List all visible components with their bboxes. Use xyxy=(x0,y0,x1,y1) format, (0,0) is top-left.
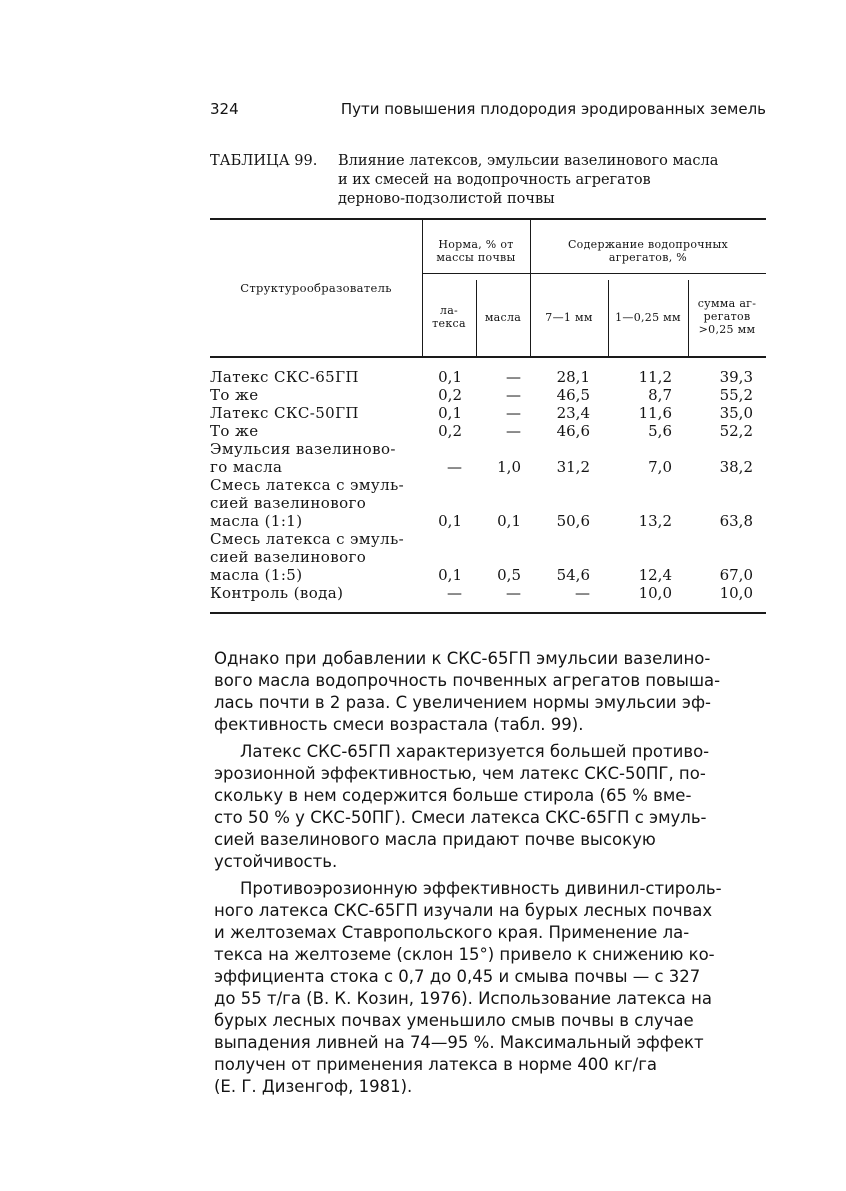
text-line: и желтоземах Ставропольского края. Применение ла- xyxy=(214,923,690,942)
cell-oil: — xyxy=(506,386,521,404)
table-row xyxy=(210,422,766,440)
cell-oil: — xyxy=(506,584,521,602)
cell-c71: 46,6 xyxy=(556,422,590,440)
table-bottom-rule xyxy=(210,612,766,614)
cell-c1025: 11,2 xyxy=(638,368,672,386)
paragraph xyxy=(214,741,770,873)
paragraph xyxy=(214,878,770,1098)
row-name-line: То же xyxy=(210,422,259,440)
row-name-line: Смесь латекса с эмуль- xyxy=(210,476,405,494)
text-line: Латекс СКС-65ГП характеризуется большей противо- xyxy=(240,742,710,761)
page-number: 324 xyxy=(210,100,239,118)
text-line: получен от применения латекса в норме 400 кг/га xyxy=(214,1055,657,1074)
col-header-content-group: Содержание водопрочных агрегатов, % xyxy=(567,238,729,264)
cell-c1025: 8,7 xyxy=(648,386,672,404)
cell-oil: 1,0 xyxy=(497,458,521,476)
cell-c71: 31,2 xyxy=(556,458,590,476)
text-line: эрозионной эффективностью, чем латекс СКС-50ПГ, по- xyxy=(214,764,706,783)
row-name-line: Латекс СКС-65ГП xyxy=(210,368,359,386)
row-name-line: масла (1:5) xyxy=(210,566,303,584)
text-line: выпадения ливней на 74—95 %. Максимальный эффект xyxy=(214,1033,704,1052)
cell-c71: 50,6 xyxy=(556,512,590,530)
table-row xyxy=(210,584,766,602)
text-line: Однако при добавлении к СКС-65ГП эмульсии вазелино- xyxy=(214,649,711,668)
table-row xyxy=(210,530,766,584)
cell-c1025: 5,6 xyxy=(648,422,672,440)
text-line: сто 50 % у СКС-50ПГ). Смеси латекса СКС-65ГП с эмуль- xyxy=(214,808,707,827)
cell-sum: 39,3 xyxy=(719,368,753,386)
text-line: фективность смеси возрастала (табл. 99). xyxy=(214,715,584,734)
table-header xyxy=(210,218,766,358)
text-line: бурых лесных почвах уменьшило смыв почвы в случае xyxy=(214,1011,694,1030)
cell-c71: — xyxy=(575,584,590,602)
row-name-line: То же xyxy=(210,386,259,404)
table-row xyxy=(210,404,766,422)
cell-oil: — xyxy=(506,422,521,440)
row-name-line: масла (1:1) xyxy=(210,512,303,530)
cell-sum: 55,2 xyxy=(719,386,753,404)
text-line: текса на желтоземе (склон 15°) привело к снижению ко- xyxy=(214,945,715,964)
table-row xyxy=(210,476,766,530)
table-row xyxy=(210,440,766,476)
cell-sum: 38,2 xyxy=(719,458,753,476)
text-line: эффициента стока с 0,7 до 0,45 и смыва почвы — с 327 xyxy=(214,967,701,986)
cell-c71: 46,5 xyxy=(556,386,590,404)
col-header-latex: ла- текса xyxy=(432,304,466,330)
caption-line: дерново-подзолистой почвы xyxy=(338,191,555,207)
caption-line: и их смесей на водопрочность агрегатов xyxy=(338,172,651,188)
text-line: до 55 т/га (В. К. Козин, 1976). Использование латекса на xyxy=(214,989,713,1008)
col-header-1-025mm: 1—0,25 мм xyxy=(615,311,681,324)
cell-sum: 10,0 xyxy=(719,584,753,602)
cell-sum: 63,8 xyxy=(719,512,753,530)
text-line: вого масла водопрочность почвенных агрегатов повыша- xyxy=(214,671,721,690)
caption-line: Влияние латексов, эмульсии вазелинового масла xyxy=(338,153,719,169)
cell-c1025: 11,6 xyxy=(638,404,672,422)
row-name-line: Смесь латекса с эмуль- xyxy=(210,530,405,548)
text-line: ного латекса СКС-65ГП изучали на бурых лесных почвах xyxy=(214,901,713,920)
cell-oil: 0,5 xyxy=(497,566,521,584)
text-line: Противоэрозионную эффективность дивинил-стироль- xyxy=(240,879,722,898)
text-line: (Е. Г. Дизенгоф, 1981). xyxy=(214,1077,413,1096)
text-line: лась почти в 2 раза. С увеличением нормы эмульсии эф- xyxy=(214,693,712,712)
cell-oil: — xyxy=(506,368,521,386)
table-label: ТАБЛИЦА 99. xyxy=(210,153,318,169)
cell-c1025: 7,0 xyxy=(648,458,672,476)
col-header-oil: масла xyxy=(484,311,522,324)
col-header-sum: сумма аг- регатов >0,25 мм xyxy=(697,297,757,336)
running-head-title: Пути повышения плодородия эродированных земель xyxy=(340,100,766,118)
cell-oil: — xyxy=(506,404,521,422)
cell-latex: — xyxy=(447,584,462,602)
row-name-line: сией вазелинового xyxy=(210,548,367,566)
table-row xyxy=(210,368,766,386)
cell-c71: 54,6 xyxy=(556,566,590,584)
cell-sum: 67,0 xyxy=(719,566,753,584)
table-row xyxy=(210,386,766,404)
row-name-line: сией вазелинового xyxy=(210,494,367,512)
cell-c71: 28,1 xyxy=(556,368,590,386)
row-name-line: Латекс СКС-50ГП xyxy=(210,404,359,422)
running-head xyxy=(210,100,766,122)
cell-c1025: 10,0 xyxy=(638,584,672,602)
paragraph xyxy=(214,648,770,736)
col-header-7-1mm: 7—1 мм xyxy=(545,311,593,324)
cell-sum: 52,2 xyxy=(719,422,753,440)
text-line: сией вазелинового масла придают почве высокую xyxy=(214,830,656,849)
cell-latex: 0,1 xyxy=(438,368,462,386)
row-name-line: Контроль (вода) xyxy=(210,584,344,602)
text-line: устойчивость. xyxy=(214,852,338,871)
cell-c1025: 13,2 xyxy=(638,512,672,530)
row-name-line: Эмульсия вазелиново- xyxy=(210,440,396,458)
cell-latex: — xyxy=(447,458,462,476)
col-header-structure-former: Структурообразователь xyxy=(240,281,392,295)
cell-latex: 0,2 xyxy=(438,386,462,404)
row-name-line: го масла xyxy=(210,458,283,476)
cell-oil: 0,1 xyxy=(497,512,521,530)
header-subrule xyxy=(422,273,766,274)
table-caption-text xyxy=(338,152,770,209)
table-body xyxy=(210,368,766,608)
cell-latex: 0,1 xyxy=(438,512,462,530)
cell-latex: 0,2 xyxy=(438,422,462,440)
text-line: скольку в нем содержится больше стирола (65 % вме- xyxy=(214,786,692,805)
cell-c71: 23,4 xyxy=(556,404,590,422)
cell-latex: 0,1 xyxy=(438,566,462,584)
cell-sum: 35,0 xyxy=(719,404,753,422)
col-header-norm-group: Норма, % от массы почвы xyxy=(436,238,516,264)
cell-latex: 0,1 xyxy=(438,404,462,422)
cell-c1025: 12,4 xyxy=(638,566,672,584)
body-text xyxy=(214,648,770,1103)
